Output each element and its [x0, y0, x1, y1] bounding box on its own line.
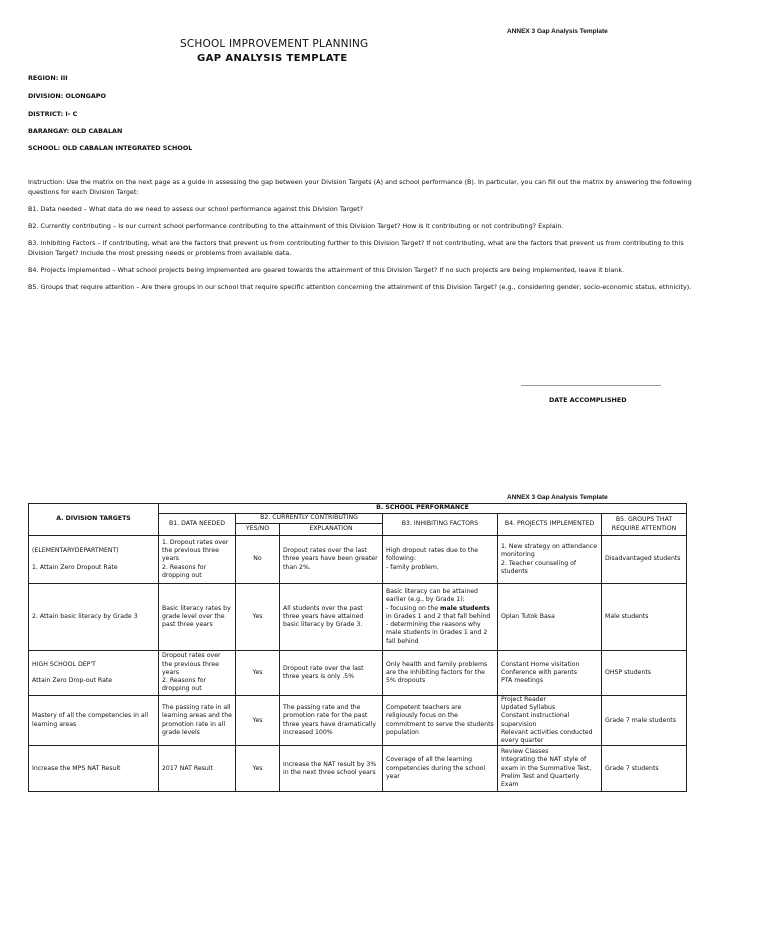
projects-cell: Constant Home visitation Conference with parents PTA meetings: [498, 651, 602, 696]
division-target-cell: [29, 651, 159, 696]
table-header-row: [29, 504, 687, 514]
annex-label-page2: ANNEX 3 Gap Analysis Template: [507, 494, 608, 501]
projects-cell: Project Reader Updated Syllabus Constant instructional supervision Relevant activities conducted every quarter: [498, 696, 602, 746]
instruction-b5: B5. Groups that require attention – Are there groups in our school that require specific attention concerning the attainment of this Division Target? (e.g., considering gender, socio-economic status, ethnicity).: [28, 283, 692, 291]
school-performance-header: B. SCHOOL PERFORMANCE: [159, 504, 687, 514]
target-text: 1. Attain Zero Dropout Rate: [32, 563, 118, 571]
yes-no-cell: Yes: [236, 696, 280, 746]
annex-label: ANNEX 3 Gap Analysis Template: [507, 28, 608, 35]
data-needed-cell: The passing rate in all learning areas and the promotion rate in all grade levels: [159, 696, 236, 746]
school-field: SCHOOL: OLD CABALAN INTEGRATED SCHOOL: [28, 144, 193, 152]
gap-analysis-table: [28, 503, 687, 792]
signature-line: [521, 385, 661, 386]
region-field: REGION: III: [28, 74, 68, 82]
b3-header: B3. INHIBITING FACTORS: [383, 514, 498, 536]
inhibiting-factors-cell: Coverage of all the learning competencies during the school year: [383, 746, 498, 792]
inhibiting-factors-cell: Competent teachers are religiously focus on the commitment to serve the students population: [383, 696, 498, 746]
target-text: Attain Zero Drop-out Rate: [32, 677, 113, 684]
yes-no-cell: Yes: [236, 746, 280, 792]
groups-cell: OHSP students: [602, 651, 687, 696]
instruction-b2: B2. Currently contributing – Is our current school performance contributing to the attainment of this Division Target? How is it contributing or not contributing? Explain.: [28, 222, 564, 230]
projects-cell: 1. New strategy on attendance monitoring 2. Teacher counseling of students: [498, 536, 602, 584]
division-target-cell: Increase the MPS NAT Result: [29, 746, 159, 792]
division-target-cell: 2. Attain basic literacy by Grade 3: [29, 584, 159, 651]
projects-cell: Review Classes Integrating the NAT style of exam in the Summative Test, Prelim Test and Quarterly Exam: [498, 746, 602, 792]
b2-header: B2. CURRENTLY CONTRIBUTING: [236, 514, 383, 524]
data-needed-cell: 2017 NAT Result: [159, 746, 236, 792]
explanation-cell: All students over the past three years have attained basic literacy by Grade 3.: [280, 584, 383, 651]
yes-no-header: YES/NO: [236, 524, 280, 536]
table-row: [29, 536, 687, 584]
target-heading: HIGH SCHOOL DEP'T: [32, 660, 96, 668]
division-field: DIVISION: OLONGAPO: [28, 92, 106, 100]
inhibiting-text: Basic literacy can be attained earlier (e.g., by Grade 1): - focusing on the: [386, 588, 478, 612]
table-row: [29, 651, 687, 696]
page-title: SCHOOL IMPROVEMENT PLANNING: [180, 38, 369, 50]
division-target-cell: [29, 536, 159, 584]
division-targets-header: A. DIVISION TARGETS: [29, 504, 159, 536]
inhibiting-emphasis: male students: [440, 604, 490, 612]
data-needed-cell: Basic literacy rates by grade level over the past three years: [159, 584, 236, 651]
table-row: [29, 696, 687, 746]
yes-no-cell: Yes: [236, 584, 280, 651]
b5-header: B5. GROUPS THAT REQUIRE ATTENTION: [602, 514, 687, 536]
data-needed-cell: Dropout rates over the previous three years 2. Reasons for dropping out: [159, 651, 236, 696]
b4-header: B4. PROJECTS IMPLEMENTED: [498, 514, 602, 536]
groups-cell: Male students: [602, 584, 687, 651]
instruction-intro: Instruction: Use the matrix on the next page as a guide in assessing the gap between your Division Targets (A) and school performance (B). In particular, you can fill out the matrix by answering the following questions for each Division Target:: [28, 178, 692, 196]
yes-no-cell: No: [236, 536, 280, 584]
target-heading: (ELEMENTARYDEPARTMENT): [32, 547, 119, 555]
inhibiting-text: in Grades 1 and 2 that fall behind - determining the reasons why male students in Grades 1 and 2 fall behind: [386, 612, 491, 645]
page-subtitle: GAP ANALYSIS TEMPLATE: [197, 53, 348, 64]
table-row: [29, 584, 687, 651]
inhibiting-factors-cell: [383, 584, 498, 651]
inhibiting-factors-cell: High dropout rates due to the following: - family problem.: [383, 536, 498, 584]
explanation-cell: The passing rate and the promotion rate for the past three years have dramatically increased 100%: [280, 696, 383, 746]
groups-cell: Grade 7 students: [602, 746, 687, 792]
projects-cell: Oplan Tutok Basa: [498, 584, 602, 651]
b1-header: B1. DATA NEEDED: [159, 514, 236, 536]
barangay-field: BARANGAY: OLD CABALAN: [28, 127, 123, 135]
date-accomplished-label: DATE ACCOMPLISHED: [549, 396, 627, 404]
explanation-header: EXPLANATION: [280, 524, 383, 536]
instruction-b3: B3. Inhibiting Factors – If contributing, what are the factors that prevent us from contributing further to this Division Target? If not contributing, what are the factors that prevent us from contributing to this Division Target? Include the most pressing needs or problems from available data.: [28, 239, 684, 257]
groups-cell: Grade 7 male students: [602, 696, 687, 746]
explanation-cell: Dropout rate over the last three years is only .5%: [280, 651, 383, 696]
groups-cell: Disadvantaged students: [602, 536, 687, 584]
instruction-b4: B4. Projects implemented – What school projects being implemented are geared towards the attainment of this Division Target? If no such projects are being implemented, leave it blank.: [28, 266, 625, 274]
explanation-cell: Dropout rates over the last three years have been greater than 2%.: [280, 536, 383, 584]
explanation-cell: Increase the NAT result by 3% in the next three school years: [280, 746, 383, 792]
district-field: DISTRICT: I- C: [28, 110, 78, 118]
inhibiting-factors-cell: Only health and family problems are the inhibiting factors for the 5% dropouts: [383, 651, 498, 696]
table-row: [29, 746, 687, 792]
yes-no-cell: Yes: [236, 651, 280, 696]
instruction-b1: B1. Data needed – What data do we need to assess our school performance against this Division Target?: [28, 205, 363, 213]
division-target-cell: Mastery of all the competencies in all learning areas: [29, 696, 159, 746]
data-needed-cell: 1. Dropout rates over the previous three years 2. Reasons for dropping out: [159, 536, 236, 584]
